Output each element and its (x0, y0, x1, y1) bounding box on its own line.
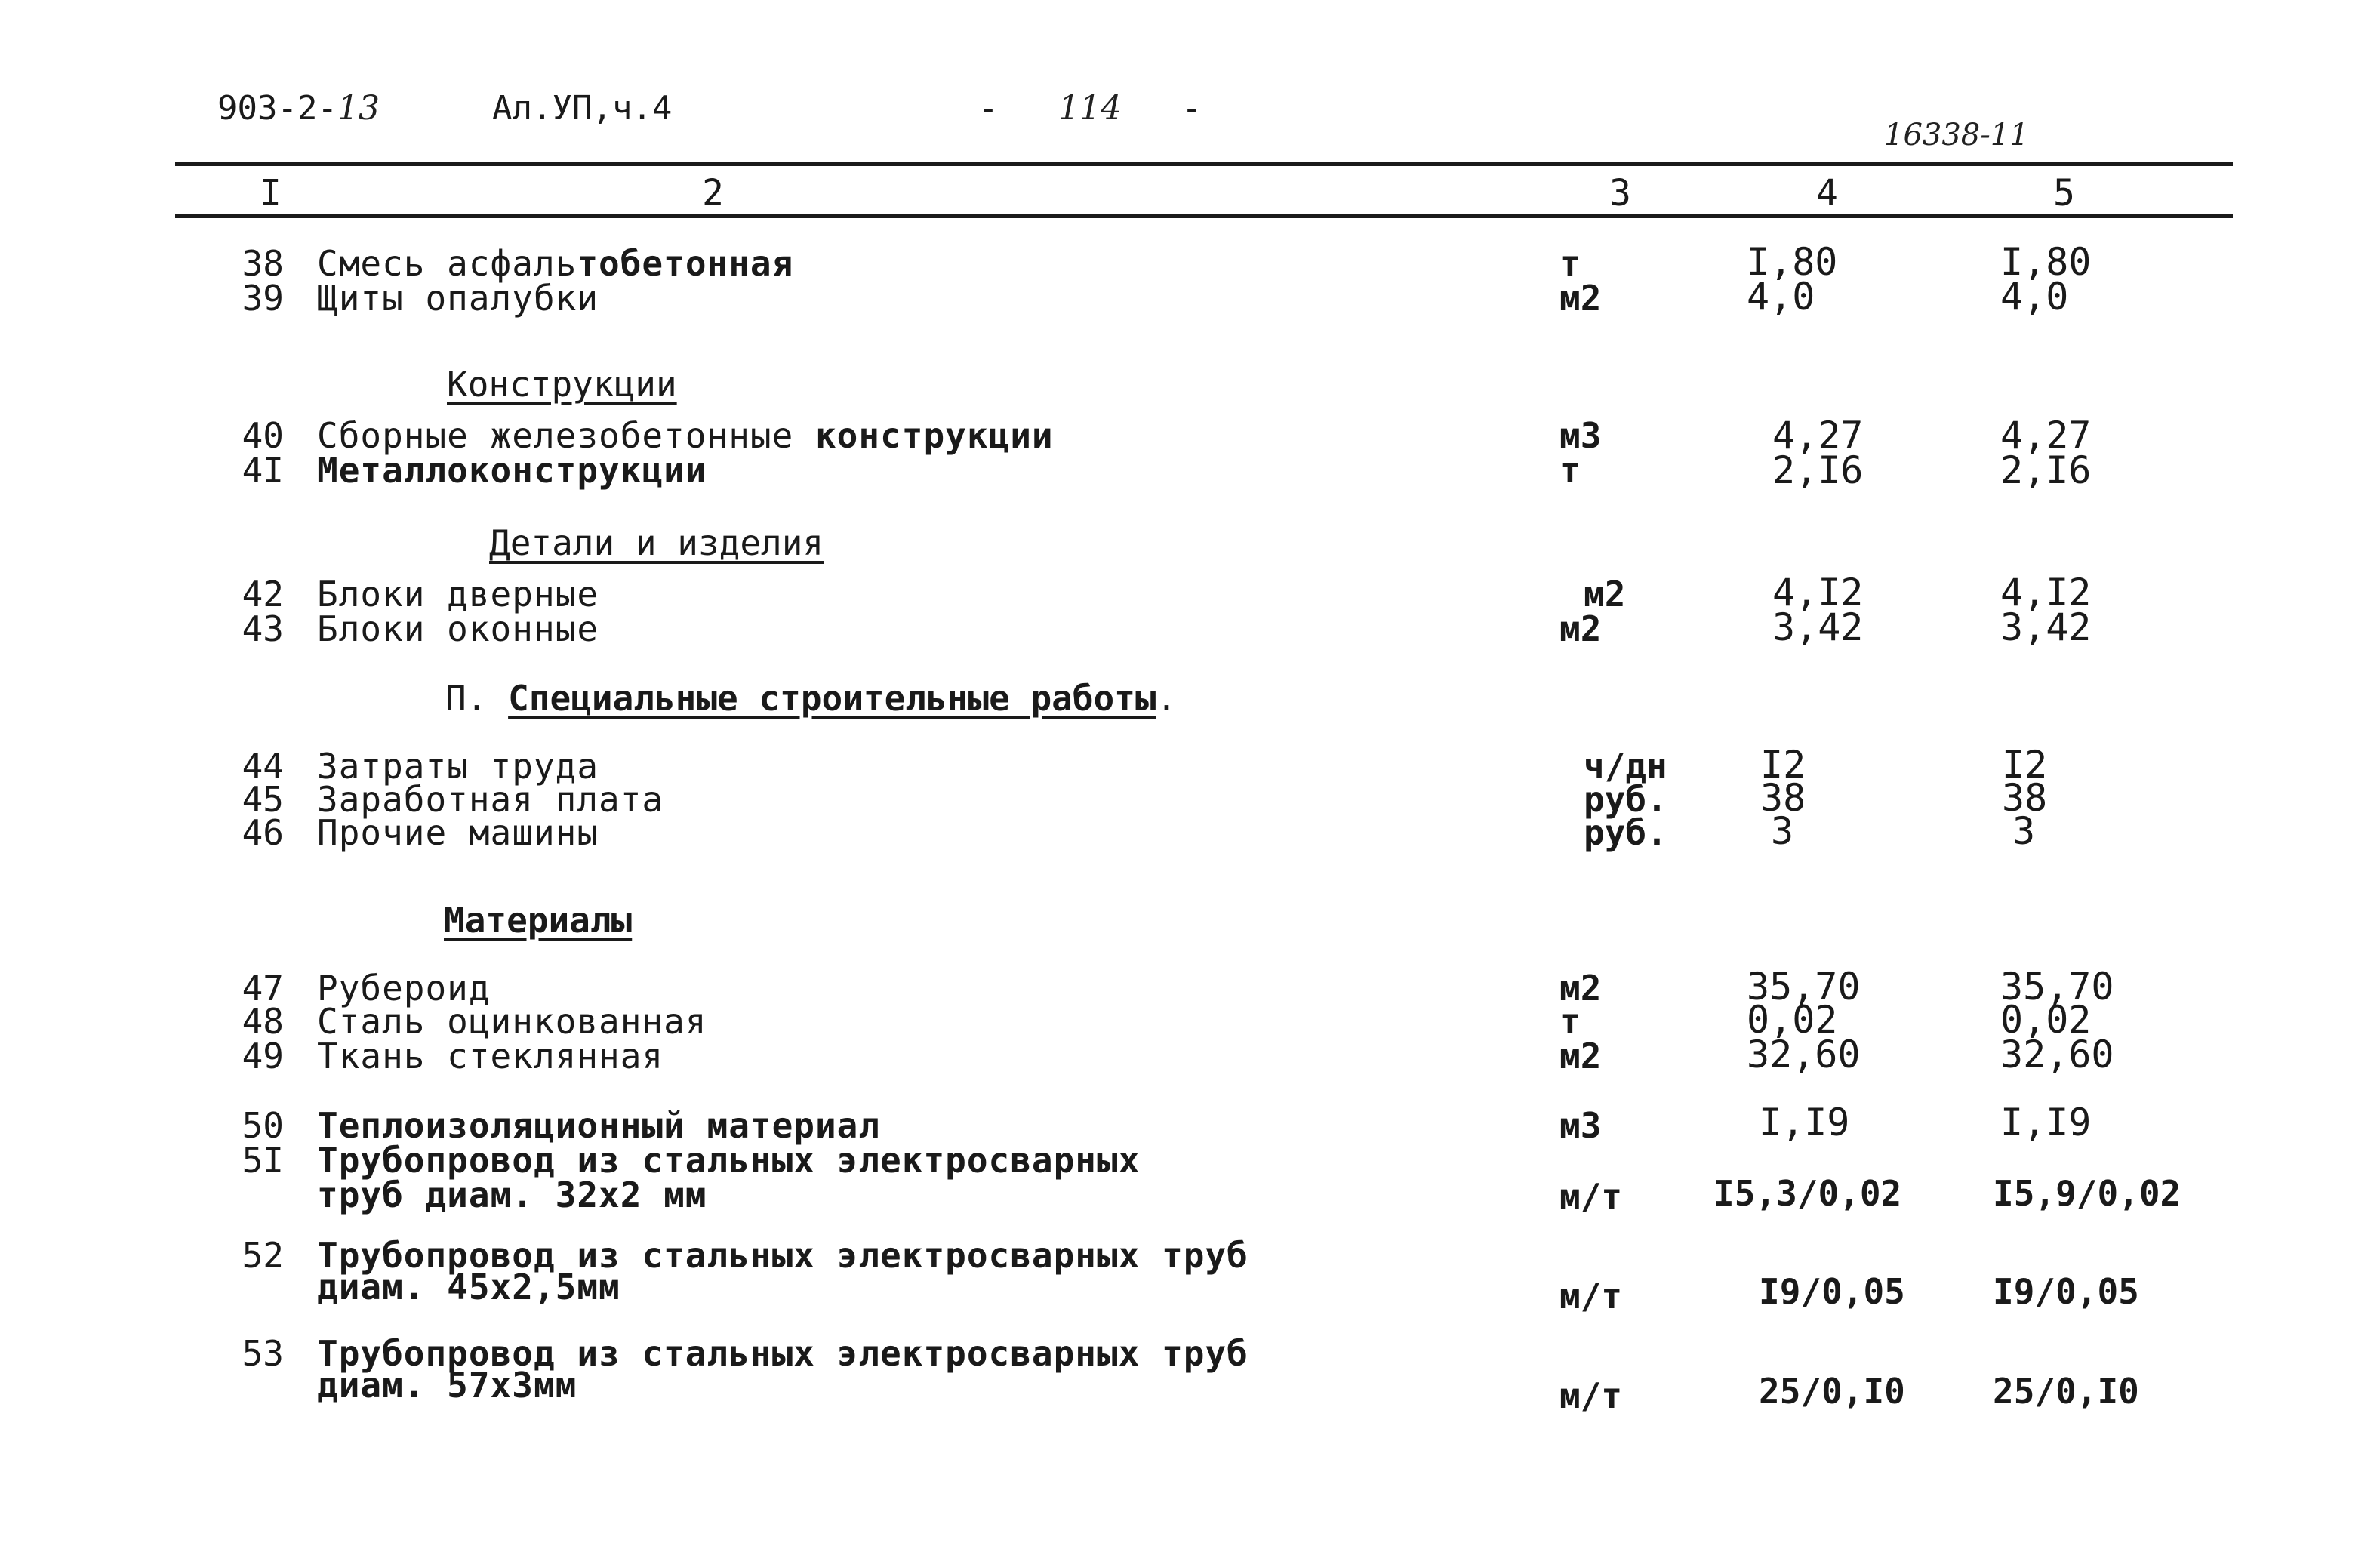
row-unit: м/т (1559, 1276, 1623, 1316)
row-value-col4: I,80 (1747, 240, 1838, 284)
row-value-col4: 25/0,I0 (1759, 1371, 1905, 1412)
row-value-col4: 4,27 (1772, 414, 1864, 457)
row-number: 5I (242, 1140, 284, 1181)
row-unit: т (1559, 243, 1581, 284)
row-number: 47 (242, 968, 284, 1008)
row-name-line-1: Трубопровод из стальных электросварных труб (317, 1333, 1248, 1374)
row-name-part: тобетонная (577, 243, 794, 284)
row-number: 42 (242, 574, 284, 614)
row-value-col4: I5,3/0,02 (1713, 1173, 1902, 1214)
row-value-col5: I5,9/0,02 (1993, 1173, 2181, 1214)
row-value-col5: 25/0,I0 (1993, 1371, 2139, 1412)
row-number: 39 (242, 278, 284, 319)
row-value-col5: 4,27 (2000, 414, 2092, 457)
row-value-col4: 32,60 (1747, 1033, 1861, 1076)
row-value-col4: 3 (1771, 809, 1794, 853)
section-heading-special-works (445, 678, 1177, 719)
row-value-col5: 2,I6 (2000, 448, 2092, 492)
row-name-part: Сборные железобетонные (317, 415, 815, 456)
row-value-col4: 2,I6 (1772, 448, 1864, 492)
row-value-col4: 4,I2 (1772, 571, 1864, 614)
row-unit: т (1559, 450, 1581, 491)
row-unit: м2 (1584, 574, 1626, 614)
document-code (217, 89, 380, 128)
section-title-period: . (1156, 678, 1178, 719)
row-name: Сталь оцинкованная (317, 1001, 707, 1042)
row-value-col4: I9/0,05 (1759, 1271, 1905, 1312)
row-unit: т (1559, 1001, 1581, 1042)
row-value-col4: I2 (1760, 743, 1806, 787)
row-unit: м2 (1559, 968, 1602, 1008)
row-name: Ткань стеклянная (317, 1036, 664, 1076)
row-value-col5: 0,02 (2000, 998, 2092, 1042)
row-value-col4: 4,0 (1747, 275, 1815, 319)
row-name-part: Смесь асфаль (317, 243, 577, 284)
column-1-header: I (260, 172, 282, 214)
row-name: Прочие машины (317, 812, 599, 853)
row-name: Блоки оконные (317, 608, 599, 649)
album-reference: Ал.УП,ч.4 (492, 89, 673, 128)
row-value-col5: 3,42 (2000, 605, 2092, 649)
page-number-block (978, 89, 1202, 128)
row-number: 45 (242, 779, 284, 820)
row-unit: м2 (1559, 608, 1602, 649)
row-name: Теплоизоляционный материал (317, 1105, 881, 1146)
row-value-col4: 35,70 (1747, 965, 1861, 1008)
row-number: 4I (242, 450, 284, 491)
row-value-col5: 32,60 (2000, 1033, 2114, 1076)
row-unit: ч/дн (1584, 746, 1667, 787)
row-value-col5: I9/0,05 (1993, 1271, 2139, 1312)
page-dash-right: - (1181, 89, 1202, 128)
row-name-part: конструкции (814, 415, 1054, 456)
row-unit: м/т (1559, 1375, 1623, 1416)
row-name-line-2: труб диам. 32х2 мм (317, 1175, 707, 1215)
row-unit: м/т (1559, 1176, 1623, 1217)
row-name-line-2: диам. 57х3мм (317, 1365, 577, 1406)
document-code-suffix: 13 (337, 89, 380, 128)
row-value-col5: 3 (2012, 809, 2036, 853)
row-unit: руб. (1584, 779, 1667, 820)
column-5-header: 5 (2053, 172, 2075, 214)
row-value-col5: 4,0 (2000, 275, 2069, 319)
row-number: 46 (242, 812, 284, 853)
row-name: Затраты труда (317, 746, 599, 787)
row-number: 52 (242, 1235, 284, 1276)
row-number: 49 (242, 1036, 284, 1076)
row-value-col5: 35,70 (2000, 965, 2114, 1008)
row-number: 50 (242, 1105, 284, 1146)
section-heading-materials: Материалы (444, 900, 633, 941)
row-value-col4: 0,02 (1747, 998, 1838, 1042)
column-2-header: 2 (702, 172, 724, 214)
row-value-col5: I,80 (2000, 240, 2092, 284)
column-4-header: 4 (1816, 172, 1838, 214)
row-value-col4: 38 (1760, 776, 1806, 820)
row-number: 38 (242, 243, 284, 284)
page-number: 114 (1058, 89, 1122, 128)
section-roman-numeral: П. (445, 678, 488, 719)
row-value-col5: 38 (2002, 776, 2048, 820)
row-number: 43 (242, 608, 284, 649)
row-unit: м2 (1559, 1036, 1602, 1076)
row-value-col5: I2 (2002, 743, 2048, 787)
row-value-col4: 3,42 (1772, 605, 1864, 649)
column-3-header: 3 (1609, 172, 1631, 214)
row-name: Рубероид (317, 968, 491, 1008)
row-value-col4: I,I9 (1759, 1101, 1850, 1144)
row-value-col5: I,I9 (2000, 1101, 2092, 1144)
row-value-col5: 4,I2 (2000, 571, 2092, 614)
section-heading-constructions: Конструкции (447, 364, 677, 405)
section-heading-details: Детали и изделия (489, 522, 824, 563)
row-number: 44 (242, 746, 284, 787)
table-header-rule (175, 214, 2233, 218)
row-number: 53 (242, 1333, 284, 1374)
table-top-rule (175, 162, 2233, 166)
row-unit: м3 (1559, 1105, 1602, 1146)
row-name: Щиты опалубки (317, 278, 599, 319)
page-dash-left: - (978, 89, 999, 128)
inventory-number: 16338-11 (1884, 118, 2029, 152)
row-unit: м2 (1559, 278, 1602, 319)
row-name: Заработная плата (317, 779, 664, 820)
row-unit: м3 (1559, 415, 1602, 456)
row-name: Блоки дверные (317, 574, 599, 614)
section-title: Специальные строительные работы (508, 678, 1156, 719)
row-name-line-1: Трубопровод из стальных электросварных труб (317, 1235, 1248, 1276)
row-name-line-2: диам. 45х2,5мм (317, 1267, 620, 1307)
row-name-line-1: Трубопровод из стальных электросварных (317, 1140, 1141, 1181)
row-name: Металлоконструкции (317, 450, 707, 491)
row-unit: руб. (1584, 812, 1667, 853)
row-number: 40 (242, 415, 284, 456)
document-code-prefix: 903-2- (217, 89, 337, 128)
row-number: 48 (242, 1001, 284, 1042)
